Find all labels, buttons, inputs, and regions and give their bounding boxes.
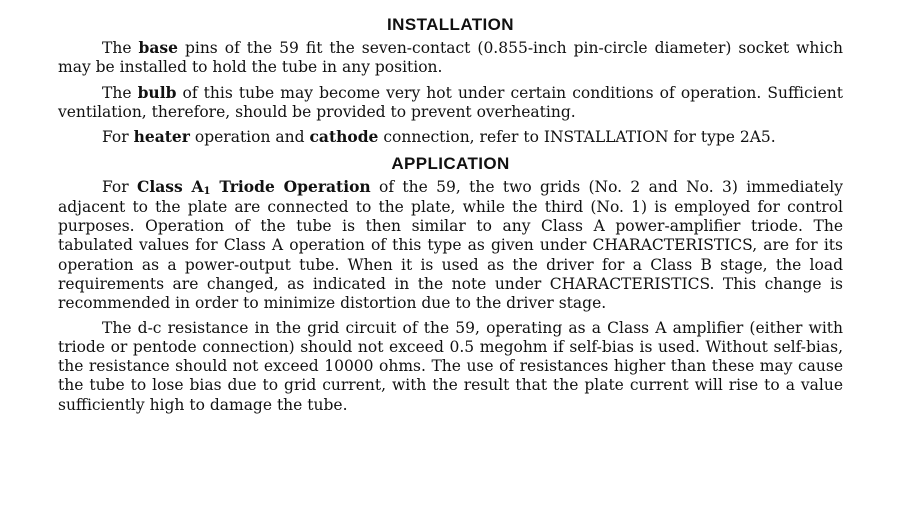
text-run: connection, refer to INSTALLATION for type 2A5.: [378, 128, 776, 147]
application-heading: APPLICATION: [391, 154, 510, 174]
text-run: operation and: [189, 128, 310, 147]
application-section: [58, 151, 843, 415]
installation-heading: INSTALLATION: [387, 15, 514, 34]
application-triode-paragraph: [58, 177, 843, 313]
bold-term-bulb: bulb: [137, 82, 177, 102]
installation-heater-paragraph: [58, 127, 843, 147]
triode-operation-label: Triode Operation: [210, 177, 371, 197]
installation-bulb-paragraph: [58, 83, 843, 123]
text-run: pins of the 59 fit the seven-contact (0.855-inch pin-circle diameter) socket which may be installed to hold the tube in any position.: [58, 39, 844, 77]
application-grid-resistance-paragraph: The d-c resistance in the grid circuit of the 59, operating as a Class A amplifier (either with triode or pentode connection) should not exceed 0.5 megohm if self-bias is used. Without self-bias, the resistance should not exceed 10000 ohms. The use of resistances higher than these may cause the tube to lose bias due to grid current, with the result that the plate current will rise to a value sufficiently high to damage the tube.: [58, 318, 843, 414]
installation-base-paragraph: [58, 38, 843, 78]
installation-section: [58, 12, 843, 147]
bold-term-class-a: [137, 177, 371, 196]
text-run: For: [102, 128, 134, 147]
text-run: The: [102, 83, 138, 102]
bold-term-cathode: cathode: [309, 127, 379, 147]
text-run: of this tube may become very hot under certain conditions of operation. Sufficient ventilation, therefore, should be provided to prevent overheating.: [58, 83, 844, 121]
class-a-subscript: 1: [203, 186, 211, 198]
text-run: For: [102, 178, 137, 197]
class-a-label: Class A: [136, 177, 204, 197]
text-run: The: [102, 39, 139, 57]
bold-term-heater: heater: [133, 127, 190, 147]
bold-term-base: base: [138, 38, 178, 57]
text-run: of the 59, the two grids (No. 2 and No. 3) immediately adjacent to the plate are connected to the plate, while the third (No. 1) is employed for control purposes. Operation of the tube is then similar to any Class A power-amplifier triode. The tabulated values for Class A operation of this type as given under CHARACTERISTICS, are for its operation as a power-output tube. When it is used as the driver for a Class B stage, the load requirements are changed, as indicated in the note under CHARACTERISTICS. This change is recommended in order to minimize distortion due to the driver stage.: [58, 178, 843, 313]
document-page: [58, 12, 843, 420]
